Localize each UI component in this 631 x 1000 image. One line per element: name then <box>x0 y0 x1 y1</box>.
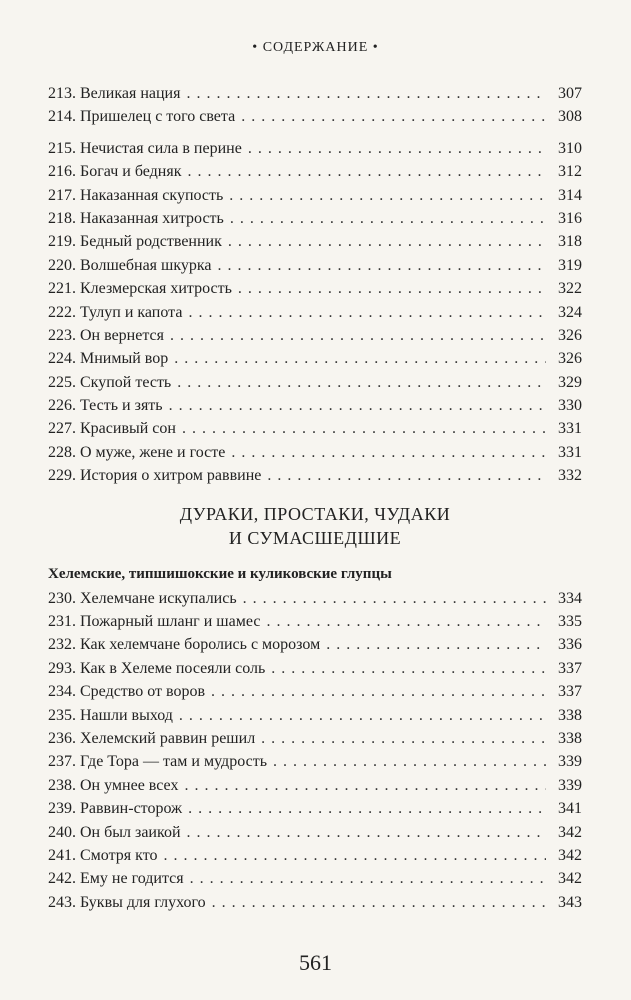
toc-entry <box>48 774 582 797</box>
toc-entry-title: 235. Нашли выход <box>48 706 173 724</box>
toc-entry <box>48 844 582 867</box>
toc-entry <box>48 821 582 844</box>
toc-leader-dots <box>184 774 546 797</box>
toc-entry <box>48 891 582 914</box>
toc-entry <box>48 657 582 680</box>
toc-entry-title: 243. Буквы для глухого <box>48 893 206 911</box>
toc-entry-title: 225. Скупой тесть <box>48 373 172 391</box>
toc-entry-title: 219. Бедный родственник <box>48 233 222 251</box>
toc-leader-dots <box>267 464 546 487</box>
running-header: • СОДЕРЖАНИЕ • <box>252 40 379 55</box>
toc-entry-page: 326 <box>558 350 582 368</box>
toc-leader-dots <box>243 587 546 610</box>
toc-leader-dots <box>248 137 546 160</box>
toc-entry-page: 335 <box>558 613 582 631</box>
toc-entry-page: 338 <box>558 729 582 747</box>
toc-leader-dots <box>218 254 546 277</box>
toc-entry-page: 338 <box>558 706 582 724</box>
toc-entry-page: 343 <box>558 893 582 911</box>
toc-entry <box>48 371 582 394</box>
toc-entry <box>48 82 582 105</box>
toc-entry-page: 307 <box>558 85 582 102</box>
section-title-line2: И СУМАСШЕДШИЕ <box>228 527 402 548</box>
toc-entry <box>48 797 582 820</box>
toc-entry-page: 337 <box>558 683 582 701</box>
toc-leader-dots <box>241 105 546 128</box>
toc-entry-title: 234. Средство от воров <box>48 683 206 701</box>
toc-entry-page: 341 <box>558 800 582 818</box>
toc-entry-page: 342 <box>558 823 582 841</box>
toc-leader-dots <box>179 704 546 727</box>
toc-entry <box>48 105 582 128</box>
toc-entry <box>48 750 582 773</box>
toc-entry-title: 215. Нечистая сила в перине <box>48 139 242 157</box>
toc-entry-page: 331 <box>558 443 582 461</box>
toc-leader-dots <box>326 633 546 656</box>
toc-entry-page: 342 <box>558 846 582 864</box>
toc-entry-page: 332 <box>558 467 582 485</box>
toc-entry-page: 314 <box>558 186 582 204</box>
toc-entry-page: 316 <box>558 209 582 227</box>
toc-leader-dots <box>266 610 546 633</box>
toc-entry-page: 330 <box>558 397 582 415</box>
toc-entry <box>48 160 582 183</box>
toc-entry-title: 240. Он был заикой <box>48 823 181 841</box>
toc-entry <box>48 633 582 656</box>
toc-entry <box>48 324 582 347</box>
section-title <box>48 502 582 550</box>
toc-entry-title: 220. Волшебная шкурка <box>48 256 212 274</box>
toc-entry <box>48 417 582 440</box>
toc-entry-page: 312 <box>558 163 582 181</box>
toc-leader-dots <box>228 230 546 253</box>
toc-entry <box>48 277 582 300</box>
toc-entry-page: 329 <box>558 373 582 391</box>
toc-entry-title: 227. Красивый сон <box>48 420 176 438</box>
toc-entry-title: 223. Он вернется <box>48 326 164 344</box>
toc-leader-dots <box>188 301 546 324</box>
toc-leader-dots <box>174 347 546 370</box>
toc-leader-dots <box>187 821 547 844</box>
toc-entry <box>48 587 582 610</box>
subsection-title: Хелемские, типшишокские и куликовские глупцы <box>48 565 392 582</box>
toc-entry <box>48 230 582 253</box>
toc-leader-dots <box>188 797 546 820</box>
toc-entry-page: 342 <box>558 870 582 888</box>
toc-leader-dots <box>169 394 546 417</box>
toc-list-b <box>48 587 582 914</box>
toc-entry-title: 221. Клезмерская хитрость <box>48 280 232 298</box>
toc-entry-page: 322 <box>558 280 582 298</box>
toc-leader-dots <box>211 680 546 703</box>
toc-entry-page: 334 <box>558 589 582 607</box>
toc-leader-dots <box>273 750 546 773</box>
toc-entry-page: 308 <box>558 108 582 126</box>
toc-entry <box>48 301 582 324</box>
toc-entry-title: 228. О муже, жене и госте <box>48 443 226 461</box>
toc-leader-dots <box>170 324 546 347</box>
toc-entry <box>48 867 582 890</box>
toc-entry <box>48 610 582 633</box>
toc-entry-title: 217. Наказанная скупость <box>48 186 224 204</box>
toc-leader-dots <box>187 160 546 183</box>
toc-entry <box>48 394 582 417</box>
toc-leader-dots <box>182 417 546 440</box>
toc-entry <box>48 727 582 750</box>
toc-entry-title: 232. Как хелемчане боролись с морозом <box>48 636 321 654</box>
toc-entry <box>48 254 582 277</box>
toc-entry-title: 230. Хелемчане искупались <box>48 589 237 607</box>
toc-entry-title: 216. Богач и бедняк <box>48 163 182 181</box>
toc-entry-page: 310 <box>558 139 582 157</box>
toc-entry <box>48 184 582 207</box>
toc-entry <box>48 680 582 703</box>
toc-leader-dots <box>238 277 546 300</box>
toc-leader-dots <box>261 727 546 750</box>
section-title-line1: ДУРАКИ, ПРОСТАКИ, ЧУДАКИ <box>179 503 451 524</box>
toc-entry <box>48 207 582 230</box>
toc-entry-title: 231. Пожарный шланг и шамес <box>48 613 261 631</box>
toc-entry-page: 324 <box>558 303 582 321</box>
toc-entry-title: 237. Где Тора — там и мудрость <box>48 753 267 771</box>
toc-entry-title: 229. История о хитром раввине <box>48 467 262 485</box>
toc-list-a <box>48 82 582 488</box>
toc-entry <box>48 441 582 464</box>
toc-entry-title: 236. Хелемский раввин решил <box>48 729 256 747</box>
toc-entry-title: 226. Тесть и зять <box>48 397 163 415</box>
toc-entry <box>48 704 582 727</box>
toc-entry <box>48 464 582 487</box>
toc-entry-page: 326 <box>558 326 582 344</box>
toc-entry-title: 238. Он умнее всех <box>48 776 179 794</box>
toc-entry-page: 337 <box>558 659 582 677</box>
toc-leader-dots <box>212 891 546 914</box>
toc-entry-title: 213. Великая нация <box>48 85 181 102</box>
toc-entry-page: 336 <box>558 636 582 654</box>
toc-entry <box>48 347 582 370</box>
table-of-contents <box>48 82 582 914</box>
toc-leader-dots <box>163 844 546 867</box>
toc-entry-title: 222. Тулуп и капота <box>48 303 183 321</box>
toc-leader-dots <box>231 441 546 464</box>
toc-entry-title: 241. Смотря кто <box>48 846 158 864</box>
toc-entry-title: 218. Наказанная хитрость <box>48 209 224 227</box>
toc-leader-dots <box>229 184 546 207</box>
toc-leader-dots <box>190 867 546 890</box>
toc-leader-dots <box>177 371 546 394</box>
toc-entry <box>48 137 582 160</box>
toc-entry-title: 293. Как в Хелеме посеяли соль <box>48 659 266 677</box>
toc-entry-title: 224. Мнимый вор <box>48 350 169 368</box>
page-number: 561 <box>299 950 332 975</box>
toc-entry-title: 242. Ему не годится <box>48 870 184 888</box>
toc-leader-dots <box>271 657 546 680</box>
toc-leader-dots <box>230 207 546 230</box>
toc-entry-page: 319 <box>558 256 582 274</box>
toc-entry-page: 331 <box>558 420 582 438</box>
toc-entry-title: 214. Пришелец с того света <box>48 108 236 126</box>
toc-entry-page: 318 <box>558 233 582 251</box>
toc-entry-page: 339 <box>558 776 582 794</box>
toc-entry-title: 239. Раввин-сторож <box>48 800 183 818</box>
toc-leader-dots <box>186 82 546 105</box>
toc-entry-page: 339 <box>558 753 582 771</box>
